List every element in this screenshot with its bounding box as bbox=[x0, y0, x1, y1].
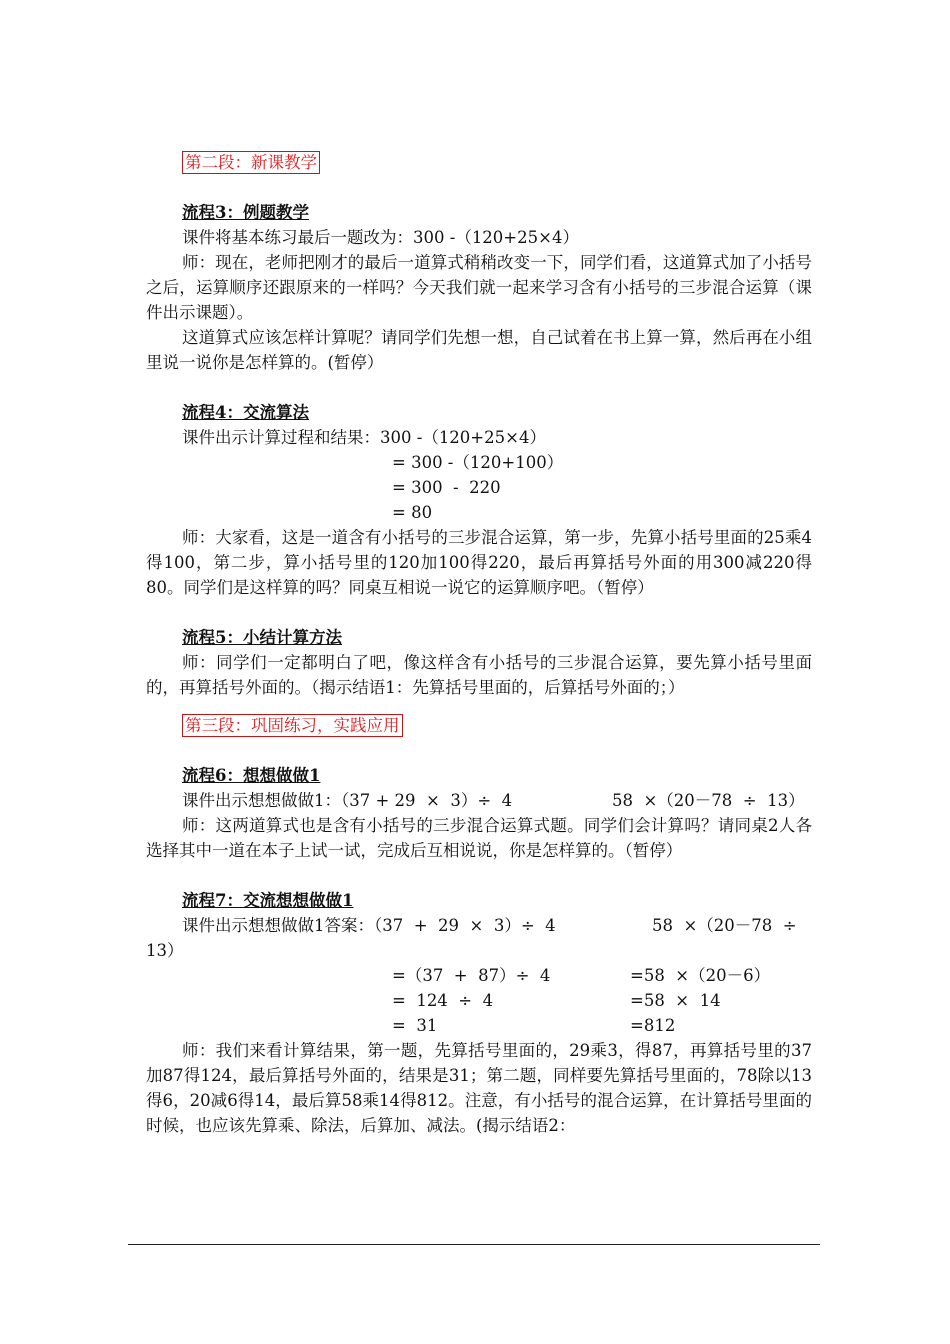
flow-4-title: 流程4：交流算法 bbox=[182, 403, 309, 422]
document-body bbox=[146, 150, 812, 1138]
answer-1-step-1: =（37 + 87）÷ 4 bbox=[392, 966, 551, 985]
answer-2-step-3: =812 bbox=[630, 1016, 676, 1035]
flow-3-paragraph-2: 这道算式应该怎样计算呢？请同学们先想一想，自己试着在书上算一算，然后再在小组里说一说你是怎样算的。(暂停） bbox=[146, 328, 812, 372]
flow-4-calc-head: 课件出示计算过程和结果：300 -（120+25×4） bbox=[182, 428, 546, 447]
flow-3-title: 流程3：例题教学 bbox=[182, 203, 309, 222]
exercise-1: 课件出示想想做做1：（37 + 29 × 3）÷ 4 bbox=[182, 791, 513, 810]
footer-rule bbox=[128, 1244, 820, 1245]
flow-7-step-row bbox=[146, 963, 812, 988]
flow-4-calc-step bbox=[146, 475, 812, 500]
flow-4-paragraph: 师：大家看，这是一道含有小括号的三步混合运算，第一步，先算小括号里面的25乘4得100，第二步，算小括号里的120加100得220，最后再算括号外面的用300减220得80。同学们是这样算的吗？同桌互相说一说它的运算顺序吧。（暂停） bbox=[146, 528, 812, 597]
flow-7-step-row bbox=[146, 1013, 812, 1038]
flow-3-line: 课件将基本练习最后一题改为：300 -（120+25×4） bbox=[182, 228, 579, 247]
exercise-2: 58 ×（20－78 ÷ 13） bbox=[612, 791, 805, 810]
flow-4-calc-step bbox=[146, 500, 812, 525]
answer-wrap: 13） bbox=[146, 941, 184, 960]
section-heading-3: 第三段：巩固练习，实践应用 bbox=[182, 714, 403, 737]
flow-5-title: 流程5：小结计算方法 bbox=[182, 628, 342, 647]
flow-6-title: 流程6：想想做做1 bbox=[182, 766, 321, 785]
flow-7-paragraph: 师：我们来看计算结果，第一题，先算括号里面的，29乘3，得87，再算括号里的37加87得124，最后算括号外面的，结果是31；第二题，同样要先算括号里面的，78除以13得6，20减6得14，最后算58乘14得812。注意，有小括号的混合运算，在计算括号里面的时候，也应该先算乘、除法，后算加、减法。(揭示结语2： bbox=[146, 1041, 812, 1135]
flow-4-calc-step bbox=[146, 450, 812, 475]
flow-7-answer-line bbox=[146, 913, 812, 938]
flow-7-title: 流程7：交流想想做做1 bbox=[182, 891, 354, 910]
section-heading-2: 第二段：新课教学 bbox=[182, 151, 320, 174]
flow-3-paragraph-1: 师：现在，老师把刚才的最后一道算式稍稍改变一下，同学们看，这道算式加了小括号之后，运算顺序还跟原来的一样吗？今天我们就一起来学习含有小括号的三步混合运算（课件出示课题）。 bbox=[146, 253, 812, 322]
answer-2-step-2: =58 × 14 bbox=[630, 991, 721, 1010]
calc-step-2: = 300 - 220 bbox=[392, 478, 501, 497]
answer-1-head: 课件出示想想做做1答案：（37 + 29 × 3）÷ 4 bbox=[182, 916, 556, 935]
answer-1-step-2: = 124 ÷ 4 bbox=[392, 991, 494, 1010]
flow-7-step-row bbox=[146, 988, 812, 1013]
calc-step-1: = 300 -（120+100） bbox=[392, 453, 564, 472]
calc-step-3: = 80 bbox=[392, 503, 433, 522]
flow-5-paragraph: 师：同学们一定都明白了吧，像这样含有小括号的三步混合运算，要先算小括号里面的，再算括号外面的。（揭示结语1：先算括号里面的，后算括号外面的；） bbox=[146, 653, 812, 697]
answer-2-step-1: =58 ×（20－6） bbox=[630, 966, 771, 985]
flow-6-paragraph: 师：这两道算式也是含有小括号的三步混合运算式题。同学们会计算吗？请同桌2人各选择其中一道在本子上试一试，完成后互相说说，你是怎样算的。（暂停） bbox=[146, 816, 812, 860]
answer-1-step-3: = 31 bbox=[392, 1016, 438, 1035]
flow-6-exercise-line bbox=[146, 788, 812, 813]
answer-2-head: 58 ×（20－78 ÷ bbox=[652, 916, 797, 935]
